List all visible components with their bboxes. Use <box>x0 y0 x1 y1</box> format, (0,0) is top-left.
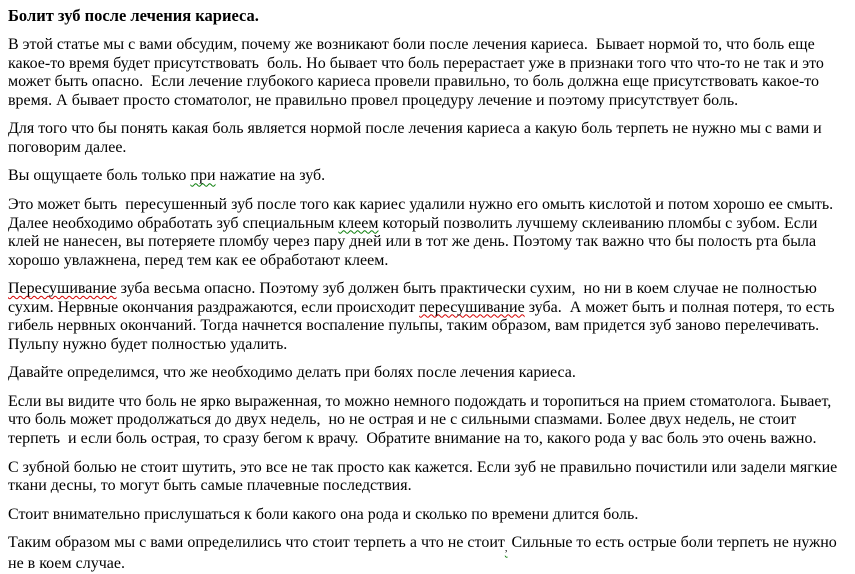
paragraph: С зубной болью не стоит шутить, это все не так просто как кажется. Если зуб не правильно почистили или задели мягкие ткани десны, то могут быть самые плачевные последствия. <box>8 458 842 495</box>
document-body <box>8 36 847 574</box>
paragraph: Давайте определимся, что же необходимо делать при болях после лечения кариеса. <box>8 364 576 382</box>
paragraph: Если вы видите что боль не ярко выраженная, то можно немного подождать и торопиться на прием стоматолога. Бывает, что боль может продолжаться до двух недель, но не острая и не с сильными спазмами. Более двух недель, не стоит терпеть и если боль острая, то сразу бегом к врачу. Обратите внимание на то, какого рода у вас боль это очень важно. <box>8 392 836 447</box>
spellcheck-green-word: при <box>190 167 216 185</box>
paragraph: В этой статье мы с вами обсудим, почему же возникают боли после лечения кариеса. Бывает нормой то, что боль еще какое-то время будет присутствовать боль. Но бывает что боль перерастает уже в признаки того что что-то не так и это может быть опасно. Если лечение глубокого кариеса провели правильно, то боль должна еще присутствовать какое-то время. А бывает просто стоматолог, не правильно провел процедуру лечение и поэтому присутствует боль. <box>8 36 828 109</box>
spellcheck-red-word: пересушивание <box>419 298 525 316</box>
paragraph: Пересушивание зуба весьма опасно. Поэтому зуб должен быть практически сухим, но ни в коем случае не полностью сухим. Нервные окончания раздражаются, если происходит пересушивание зуба. А может быть и полная потеря, то есть гибель нервных окончаний. Тогда начнется воспаление пульпы, таким образом, вам придется зуб заново перелечивать. Пульпу нужно будет полностью удалить. <box>8 280 839 353</box>
paragraph: Для того что бы понять какая боль является нормой после лечения кариеса а какую боль терпеть не нужно мы с вами и поговорим далее. <box>8 120 826 156</box>
paragraph: Таким образом мы с вами определились что стоит терпеть а что не стоит$_,$ Сильные то есть острые боли терпеть не нужно не в коем случае. <box>8 534 841 573</box>
paragraph: Стоит внимательно прислушаться к боли какого она рода и сколько по времени длится боль. <box>8 505 639 523</box>
spellcheck-green-word: клеем <box>338 214 379 232</box>
spellcheck-green-word: , <box>504 543 508 555</box>
spellcheck-red-word: Пересушивание <box>8 280 117 298</box>
paragraph: Это может быть пересушенный зуб после того как кариес удалили нужно его омыть кислотой и потом хорошо ее смыть. Далее необходимо обработать зуб специальным клеем который позволить лучшему склеиванию пломбы с зубом. Если клей не нанесен, вы потеряете пломбу через пару дней или в тот же день. Поэтому так важно что бы полость рта была хорошо увлажнена, перед тем как ее обработают клеем. <box>8 195 842 269</box>
document-title: Болит зуб после лечения кариеса. <box>8 6 259 25</box>
paragraph: Вы ощущаете боль только при нажатие на зуб. <box>8 167 326 185</box>
